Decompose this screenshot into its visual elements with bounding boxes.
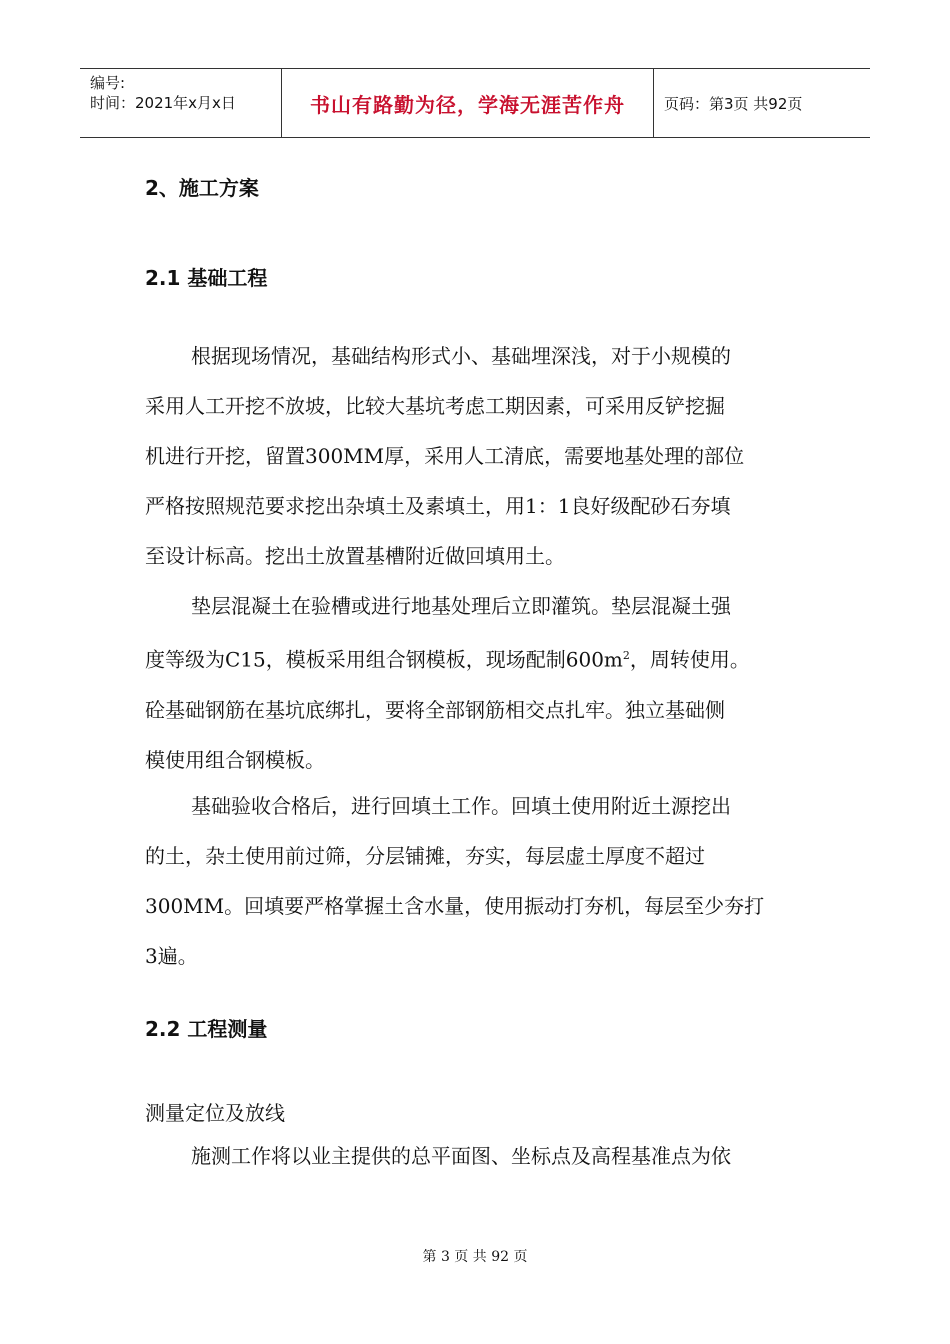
paragraph-line: 砼基础钢筋在基坑底绑扎，要将全部钢筋相交点扎牢。独立基础侧	[145, 697, 725, 722]
paragraph-line: 的土，杂土使用前过筛，分层铺摊，夯实，每层虚土厚度不超过	[145, 844, 705, 868]
paragraph-line: 施测工作将以业主提供的总平面图、坐标点及高程基准点为依	[191, 1144, 731, 1168]
text-run: 度等级为C15，模板采用组合钢模板，现场配制600m	[145, 647, 623, 672]
time-label: 时间：2021年x月x日	[90, 94, 236, 112]
paragraph-line: 机进行开挖，留置300MM厚，采用人工清底，需要地基处理的部位	[145, 444, 745, 468]
section-2-1-title: 2.1 基础工程	[145, 266, 268, 290]
number-label: 编号:	[90, 74, 126, 92]
paragraph-line: 垫层混凝土在验槽或进行地基处理后立即灌筑。垫层混凝土强	[191, 594, 731, 618]
paragraph-2-1-b	[145, 581, 810, 785]
section-2-2-title: 2.2 工程测量	[145, 1017, 268, 1041]
paragraph-line: 300MM。回填要严格掌握土含水量，使用振动打夯机，每层至少夯打	[145, 894, 765, 918]
paragraph-line: 模使用组合钢模板。	[145, 747, 325, 772]
page-footer: 第 3 页 共 92 页	[422, 1249, 528, 1265]
section-2-title: 2、施工方案	[145, 176, 259, 200]
paragraph-line: 根据现场情况，基础结构形式小、基础埋深浅，对于小规模的	[191, 344, 731, 368]
paragraph-2-1-c	[145, 781, 810, 981]
paragraph-line: 3遍。	[145, 944, 198, 968]
paragraph-line: 严格按照规范要求挖出杂填土及素填土，用1：1良好级配砂石夯填	[145, 494, 731, 518]
paragraph-line: 基础验收合格后，进行回填土工作。回填土使用附近土源挖出	[191, 794, 731, 818]
header-meta	[80, 69, 282, 137]
paragraph-line	[145, 631, 810, 685]
paragraph-2-1-a	[145, 331, 810, 581]
text-run: ，周转使用。	[629, 647, 750, 672]
header-page-info: 页码：第3页 共92页	[664, 94, 803, 113]
section-2-2-subtitle: 测量定位及放线	[145, 1101, 285, 1125]
page-header	[80, 68, 870, 138]
paragraph-2-2-a	[145, 1131, 810, 1181]
paragraph-line: 采用人工开挖不放坡，比较大基坑考虑工期因素，可采用反铲挖掘	[145, 394, 725, 418]
paragraph-line: 至设计标高。挖出土放置基槽附近做回填用土。	[145, 544, 565, 568]
superscript: 2	[622, 649, 630, 662]
header-motto: 书山有路勤为径，学海无涯苦作舟	[282, 69, 654, 137]
